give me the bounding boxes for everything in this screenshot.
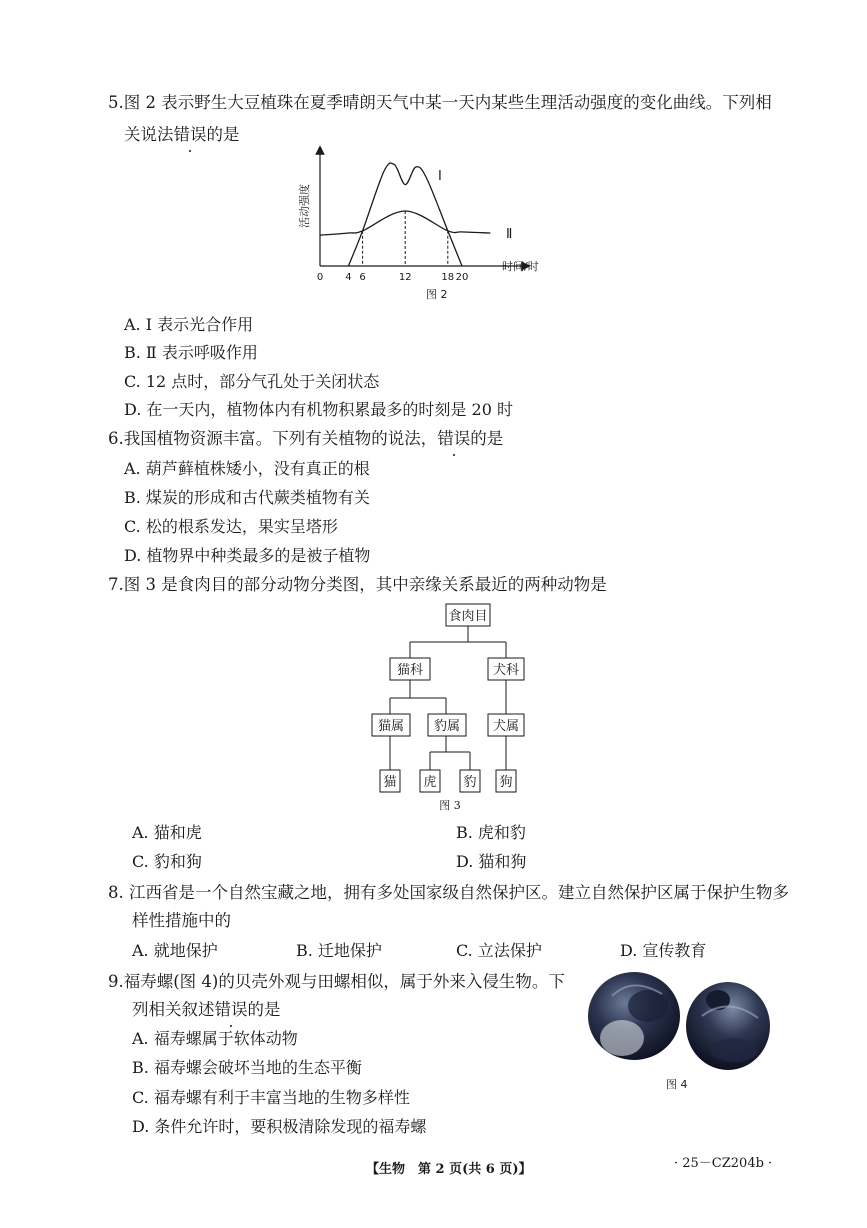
q9-stem-post: 的是 xyxy=(247,1000,281,1019)
q6-emphasis-wrong: 错误 xyxy=(437,429,471,448)
q5-stem-line2 xyxy=(124,124,240,146)
tree-species-cat: 猫 xyxy=(383,775,397,790)
figure-3-tree xyxy=(370,600,540,814)
curve-i-label: Ⅰ xyxy=(438,169,442,184)
q8-option-c[interactable]: C. 立法保护 xyxy=(456,941,542,960)
figure-4-snail-photo xyxy=(582,966,782,1094)
q7-option-c[interactable]: C. 豹和狗 xyxy=(132,852,202,871)
q9-option-a[interactable]: A. 福寿螺属于软体动物 xyxy=(132,1029,298,1048)
tree-genus-felis: 猫属 xyxy=(377,719,405,734)
x-tick-6: 6 xyxy=(359,272,366,283)
snail-shell-right-icon xyxy=(686,982,770,1070)
q7-option-d[interactable]: D. 猫和狗 xyxy=(456,852,527,871)
tree-family-dog: 犬科 xyxy=(492,663,520,678)
page-footer: 【生物 第 2 页(共 6 页)】 xyxy=(366,1162,532,1177)
x-tick-12: 12 xyxy=(398,272,412,283)
tree-genus-canis: 犬属 xyxy=(492,719,520,734)
curve-i xyxy=(348,163,462,266)
tree-species-dog: 狗 xyxy=(499,775,513,790)
figure-2-chart xyxy=(290,146,550,308)
tree-family-cat: 猫科 xyxy=(396,663,424,678)
figure-3-caption: 图 3 xyxy=(439,799,461,812)
x-tick-labels xyxy=(317,272,469,283)
tree-species-tiger: 虎 xyxy=(423,775,437,790)
q5-stem-line1: 5.图 2 表示野生大豆植珠在夏季晴朗天气中某一天内某些生理活动强度的变化曲线。下列相 xyxy=(108,93,772,112)
q5-option-b[interactable]: B. Ⅱ 表示呼吸作用 xyxy=(124,343,258,362)
figure-2-caption: 图 2 xyxy=(426,288,448,301)
q8-option-b[interactable]: B. 迁地保护 xyxy=(296,941,382,960)
q5-stem-post: 的是 xyxy=(206,125,240,144)
q6-stem xyxy=(108,428,503,450)
q6-stem-post: 的是 xyxy=(470,429,504,448)
q6-option-c[interactable]: C. 松的根系发达，果实呈塔形 xyxy=(124,517,338,536)
q6-stem-pre: 6.我国植物资源丰富。下列有关植物的说法， xyxy=(108,429,438,448)
y-axis-label: 活动强度 xyxy=(298,184,311,228)
q5-option-a[interactable]: A. Ⅰ 表示光合作用 xyxy=(124,315,254,334)
q9-option-c[interactable]: C. 福寿螺有利于丰富当地的生物多样性 xyxy=(132,1088,410,1107)
guide-lines xyxy=(363,211,448,266)
q8-stem-line1: 8. 江西省是一个自然宝藏之地，拥有多处国家级自然保护区。建立自然保护区属于保护生物多 xyxy=(108,883,789,902)
x-tick-20: 20 xyxy=(455,272,469,283)
q9-emphasis-wrong: 错误 xyxy=(214,1000,248,1019)
q6-option-a[interactable]: A. 葫芦藓植株矮小，没有真正的根 xyxy=(124,459,370,478)
q6-option-b[interactable]: B. 煤炭的形成和古代蕨类植物有关 xyxy=(124,488,370,507)
q8-option-a[interactable]: A. 就地保护 xyxy=(132,941,218,960)
q8-option-d[interactable]: D. 宣传教育 xyxy=(620,941,707,960)
q9-option-d[interactable]: D. 条件允许时，要积极清除发现的福寿螺 xyxy=(132,1117,427,1136)
q5-option-c[interactable]: C. 12 点时，部分气孔处于关闭状态 xyxy=(124,372,380,391)
tree-root: 食肉目 xyxy=(448,609,488,624)
q9-stem-line1: 9.福寿螺(图 4)的贝壳外观与田螺相似，属于外来入侵生物。下 xyxy=(108,972,565,991)
figure-4-caption: 图 4 xyxy=(666,1078,688,1091)
q7-option-a[interactable]: A. 猫和虎 xyxy=(132,823,202,842)
q9-option-b[interactable]: B. 福寿螺会破坏当地的生态平衡 xyxy=(132,1058,362,1077)
tree-genus-panthera: 豹属 xyxy=(433,719,461,734)
x-axis-label: 时间/时 xyxy=(502,260,539,273)
curve-ii-label: Ⅱ xyxy=(506,227,513,242)
x-tick-18: 18 xyxy=(441,272,455,283)
q5-option-d[interactable]: D. 在一天内，植物体内有机物积累最多的时刻是 20 时 xyxy=(124,400,513,419)
snail-shell-left-icon xyxy=(588,972,680,1060)
q5-emphasis-wrong: 错误 xyxy=(173,125,207,144)
q7-option-b[interactable]: B. 虎和豹 xyxy=(456,823,526,842)
q9-stem-line2 xyxy=(132,999,281,1021)
paper-code: · 25－CZ204b · xyxy=(674,1156,773,1171)
q8-stem-line2: 样性措施中的 xyxy=(132,911,231,930)
q7-stem: 7.图 3 是食肉目的部分动物分类图，其中亲缘关系最近的两种动物是 xyxy=(108,575,607,594)
q5-stem-pre: 关说法 xyxy=(124,125,174,144)
x-tick-4: 4 xyxy=(345,272,352,283)
tree-species-leopard: 豹 xyxy=(463,775,477,790)
q9-stem-pre: 列相关叙述 xyxy=(132,1000,215,1019)
x-tick-0: 0 xyxy=(316,272,324,283)
q6-option-d[interactable]: D. 植物界中种类最多的是被子植物 xyxy=(124,546,371,565)
